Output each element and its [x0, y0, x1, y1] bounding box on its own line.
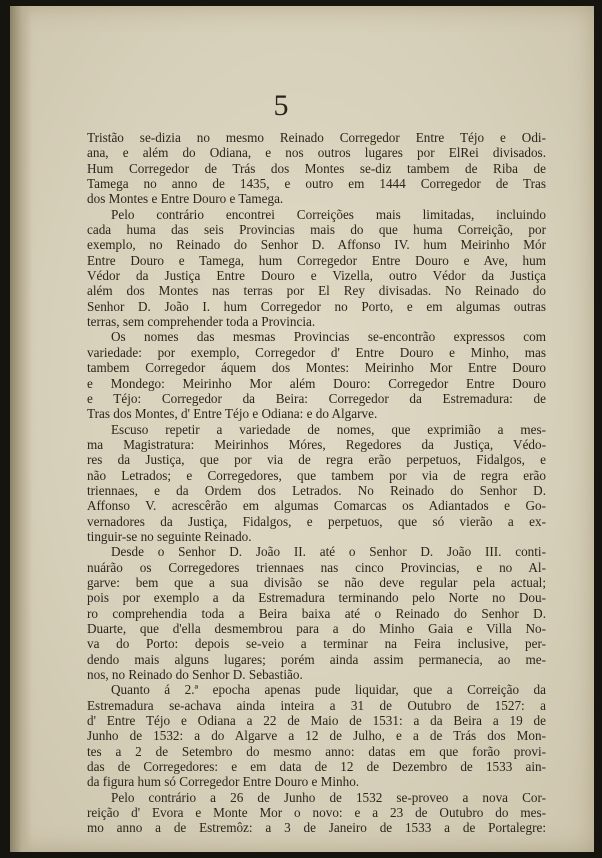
text-line: Estremadura se-achava ainda inteira a 31 de Outubro de 1527: a: [87, 697, 546, 713]
text-line: va do Porto: depois se-veio a terminar na Feira inclusive, per-: [87, 636, 546, 652]
text-line: Affonso V. acrescêrão em algumas Comarcas os Adiantados e Go-: [87, 498, 546, 514]
text-line: Duarte, que d'ella desmembrou para a do Minho Gaia e Villa No-: [87, 621, 546, 636]
page-number: 5: [273, 89, 289, 122]
text-line: Os nomes das mesmas Provincias se-encontrão expressos com: [111, 329, 546, 345]
text-line: e Mondego: Meirinho Mor além Douro: Corregedor Entre Douro: [87, 375, 546, 391]
text-line: Tamega no anno de 1435, e outro em 1444 Corregedor de Tras: [87, 176, 546, 192]
text-line: Hum Corregedor de Trás dos Montes se-diz tambem de Riba de: [87, 160, 546, 176]
text-line: e Téjo: Corregedor da Beira: Corregedor da Estremadura: de: [87, 390, 546, 406]
text-line: res da Justiça, que por via de regra erão perpetuos, Fidalgos, e: [87, 452, 546, 468]
text-line: das de Corregedores: e em data de 12 de Dezembro de 1533 ain-: [87, 759, 546, 775]
text-line: tes a 2 de Setembro do mesmo anno: datas em que forão provi-: [87, 743, 546, 759]
text-line: garve: bem que a sua divisão se não deve regular pela actual;: [87, 574, 546, 590]
text-line: tinguir-se no seguinte Reinado.: [87, 528, 252, 544]
text-line: dendo mais alguns lugares; porém ainda assim permanecia, ao me-: [87, 651, 546, 667]
text-line: não Letrados; e Corregedores, que tambem por via de regra erão: [87, 467, 546, 483]
text-line: mo anno a de Estremôz: a 3 de Janeiro de 1533 a de Portalegre:: [87, 820, 546, 836]
text-line: dos Montes e Entre Douro e Tamega.: [87, 191, 284, 207]
text-line: d' Entre Téjo e Odiana a 22 de Maio de 1531: a da Beira a 19 de: [87, 713, 546, 729]
text-line: Védor da Justiça Entre Douro e Vizella, outro Védor da Justiça: [87, 268, 546, 284]
text-line: Pelo contrário a 26 de Junho de 1532 se-proveo a nova Cor-: [111, 789, 546, 805]
text-line: Desde o Senhor D. João II. até o Senhor D. João III. conti-: [111, 544, 546, 560]
text-line: Tras dos Montes, d' Entre Téjo e Odiana: e do Algarve.: [87, 406, 378, 422]
text-line: Junho de 1532: a do Algarve a 12 de Julho, e a de Trás dos Mon-: [87, 728, 546, 744]
text-line: além dos Montes nas terras por El Rey divisadas. No Reinado do: [87, 283, 546, 299]
text-line: Quanto á 2.ª epocha apenas pude liquidar, que a Correição da: [111, 682, 546, 698]
text-line: cada huma das seis Provincias mais do que huma Correição, por: [87, 222, 546, 238]
text-line: reição d' Evora e Monte Mor o novo: e a 23 de Outubro do mes-: [87, 805, 546, 821]
text-line: exemplo, no Reinado do Senhor D. Affonso IV. hum Meirinho Mór: [87, 237, 546, 253]
text-line: vernadores da Justiça, Fidalgos, e perpetuos, que só vierão a ex-: [87, 513, 546, 529]
book-page: [10, 6, 594, 852]
text-line: Tristão se-dizia no mesmo Reinado Corregedor Entre Téjo e Odi-: [87, 130, 546, 145]
text-line: pois por exemplo a da Estremadura terminando pelo Norte no Dou-: [87, 590, 546, 606]
text-line: variedade: por exemplo, Corregedor d' Entre Douro e Minho, mas: [87, 344, 546, 360]
text-line: Entre Douro e Tamega, hum Corregedor Entre Douro e Ave, hum: [87, 252, 546, 268]
text-line: Pelo contrário encontrei Correições mais limitadas, incluindo: [111, 206, 546, 222]
text-line: terras, sem comprehender toda a Provincia.: [87, 314, 316, 330]
body-text: [87, 130, 546, 836]
text-line: nuárão os Corregedores triennaes nas cinco Provincias, e no Al-: [87, 559, 546, 575]
text-line: da figura hum só Corregedor Entre Douro e Minho.: [87, 774, 360, 790]
binding-gutter: [10, 6, 32, 852]
text-line: triennaes, e da Ordem dos Letrados. No Reinado do Senhor D.: [87, 482, 546, 498]
text-line: ma Magistratura: Meirinhos Móres, Regedores da Justiça, Védo-: [87, 436, 546, 452]
text-line: ana, e além do Odiana, e nos outros lugares por ElRei divisados.: [87, 145, 546, 161]
text-line: ro comprehendia toda a Beira baixa até o Reinado do Senhor D.: [87, 605, 546, 621]
text-line: Senhor D. João I. hum Corregedor no Porto, e em algumas outras: [87, 298, 546, 314]
text-line: Escuso repetir a variedade de nomes, que exprimião a mes-: [111, 421, 546, 437]
text-line: tambem Corregedor áquem dos Montes: Meirinho Mor Entre Douro: [87, 360, 546, 376]
text-line: nos, no Reinado do Senhor D. Sebastião.: [87, 667, 303, 683]
